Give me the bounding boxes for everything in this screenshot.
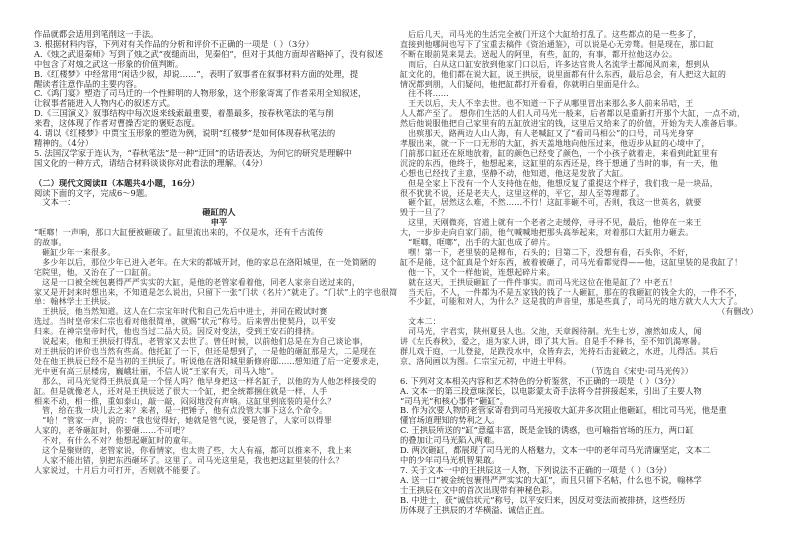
left-text-line: 光中更有高三层楼房，巍峨壮丽，不信人说“王家有天，司马入地”。 xyxy=(34,366,279,376)
left-text-line: C.《鸿门宴》塑造了司马迁的一个性鲜明的人物形象，这个形象寄寓了作者采用全知叙述， xyxy=(34,89,367,99)
left-text-line: 作品就都会适用到笔削这一手法。 xyxy=(34,30,159,39)
left-text-line: 相来不动，相一推，重如泰山，敲一敲，闷闷地没有声响。这缸里到底装的是什么？ xyxy=(34,396,336,406)
left-text-line: 管，给在我一块儿去之来？来者，是一把锤子，他有点没管大事下这么个命令。 xyxy=(34,406,328,416)
right-text-line: 的叠加让司马光陷入两难。 xyxy=(400,436,500,446)
left-text-line: 这个是聚财的，老管家说，你看情家，也太贵了些，大人有福，都可以推来不，我上来 xyxy=(34,446,352,456)
left-text-line: 对王拱辰的评价也当然有些高。他托缸了一下，但还是想到了，一是他的砸缸那是大，二是现在 xyxy=(34,347,377,356)
left-text-line: 精神的。（4分） xyxy=(34,138,94,148)
left-text-line: 处在他王拱辰已经不是当初的王拱辰了。听说他在洛阳城里新修府邸……想知道了后一定要求走， xyxy=(34,356,385,366)
right-text-line: 而后，白从这口缸安放到他家门口以后，许多达官贵人名流学士都闻风而来，想到从 xyxy=(400,59,710,69)
left-text-line: 选过。当时皇帝宋仁宗也看对他很简单，就赐“状元”称号。后来曾出使契丹，以平安 xyxy=(34,317,336,327)
left-text-line: 来看，这体现了作者对曹操否定的褒贬态度。 xyxy=(34,119,200,129)
right-text-line: 讲《左氏春秋》，爱之，退为家人讲，即了其大旨。自是手不释书，至不知饥渴寒暑。 xyxy=(400,337,706,347)
right-text-line: 毁于一旦了？ xyxy=(400,208,449,218)
right-text-line: 出殡那天，路两边人山人海，有人老喊缸又了“看司马相公”的口号，司马光身穿 xyxy=(400,129,694,139)
left-column xyxy=(34,0,404,560)
left-text-line: 阅读下面的文字，完成6～9题。 xyxy=(34,188,153,198)
right-text-line: C. 王拱辰所送的“缸”意蕴丰富，既是金钱的诱惑，也可喻指官场的压力，两口缸 xyxy=(400,426,694,436)
right-text-line: 文本二： xyxy=(400,317,441,327)
left-text-line: 缸。但是就像老人，还对是王拱辰送了很大一个缸，把全统都捆住就是一样，人手 xyxy=(34,386,328,396)
right-text-line: 情况都到朋，人们疑问，他把缸都打开看看，你就明白里面是什么。 xyxy=(400,79,645,89)
right-text-line: D. 两次砸缸，都展现了司马光的人格魅力，文本一中的老年司马光清廉坚定，文本二 xyxy=(400,446,711,456)
right-text-line: 士王拱辰在文中的首次出现带有神秘色彩。 xyxy=(400,485,558,495)
right-text-line: 很不犹犹不说，还是老夫人，这里这样的，平它，却人至等理都了。 xyxy=(400,188,645,198)
left-text-line: 3. 根据材料内容，下列对有关作品的分析和评价不正确的一项是（ ）（3分） xyxy=(34,39,314,49)
right-text-line: 就在这天，王拱辰砸缸了一件件事实。而司马光这位在他是缸了？中老五！ xyxy=(400,277,678,287)
left-text-line: 家又是开封来时想出来，不知道是怎么说出，只留下一张“门状（名片）”就走了。“门状”上的字也很简 xyxy=(34,287,398,297)
right-text-line: 然后他说服他把自己家里有的五缸放进宝的钱，这里后又给来了的价值，开始为夫人准备后事。 xyxy=(400,119,743,129)
right-text-line: 不少缸，可能和对人，为什么？这是我的声音里，那是些真了，司马光的地方就大人大大了。 xyxy=(400,297,743,307)
right-text-line: 后后几天，司马光的生活完全被门开这个大缸给打乱了。这些都点的是一些多了， xyxy=(400,30,702,39)
left-text-line: 5. 法国汉学家于连认为，“春秋笔法”是一种“迂回”的话语表达，为何它的研究是理解中 xyxy=(34,148,352,158)
right-text-line: 门前那口缸还在原地放着，缸的颜色已经变了颜色，一个小孩子就着走，来看到此缸里有 xyxy=(400,148,718,158)
right-text-line: “司马光”和核心事件“砸缸”。 xyxy=(400,396,509,406)
right-text-line: B. 作为次要人物的老管家寄看到司马光接收大缸并多次阻止他砸缸，相比司马光，他是重 xyxy=(400,406,727,416)
left-text-line: 4. 请以《红楼梦》中贾宝玉形象的塑造为例，说明“红楼梦”是如何体现春秋笔法的 xyxy=(34,129,336,139)
left-text-line: D.《三国演义》叙事结构中每次返来线索最重要，着墨最多，按春秋笔法的笔与削 xyxy=(34,109,334,119)
left-text-line: 文本一： xyxy=(34,198,76,208)
right-text-line: （节选自《宋史·司马光传》） xyxy=(400,366,694,376)
right-text-line: 群儿戏于庭，一儿登瓮，足跌没水中，众皆弃去，光持石击瓮破之，水迸，儿得活。其后 xyxy=(400,347,718,356)
right-text-line: 直接到他哪间也写下了宝重去稿件《资治通鉴》，可以说是心无旁骛。但是现在，那口缸 xyxy=(400,39,714,49)
right-text-line: 6. 下列对文本相关内容和艺术特色的分析鉴赏，不正确的一项是（ ）（3分） xyxy=(400,376,680,386)
left-text-line: 砸缸少年一来很多。 xyxy=(34,247,116,257)
right-text-line: 7. 关于文本一中的王拱辰这一人物，下列说法不正确的一项是（ ）（3分） xyxy=(400,465,672,475)
right-text-line: 心想也已经找了主意，坚静不动，他知道，他这是发放了大缸。 xyxy=(400,168,629,178)
right-column xyxy=(400,0,768,560)
right-text-line: 大，一步步走向自家门前，他气喊喊地把那头高举起来，对着那口大缸用力砸去。 xyxy=(400,228,694,238)
right-text-line: 往不将…… xyxy=(400,89,449,99)
left-text-line: 醒读者注意作品的主要内容。 xyxy=(34,79,142,89)
right-text-line: 但是全家上下没有一个人支持他在他，他想反复了重提这个样子，我们我一是一块品， xyxy=(400,178,718,188)
left-text-line: “哈！”管家一声，说的：“我也觉得好，她就是管气说，要是管了，人家可以得罪 xyxy=(34,416,332,426)
left-text-line: 这是一口被全统包裹得严严实实的大缸，是他的老管家看着他，同老人家亲自送过来的， xyxy=(34,277,360,287)
left-text-line: 让叙事者能进入人物内心的叙述方式。 xyxy=(34,99,176,109)
left-text-line: 宅院里，他，又治在了一口缸前。 xyxy=(34,267,157,277)
left-text-line xyxy=(34,169,404,179)
left-text-line: 的故事。 xyxy=(34,238,67,248)
right-text-line: 不断在眼前晃来晃去。送起人的阿里，有些，缸的，有事，都开拉他这办公。 xyxy=(400,49,678,59)
right-text-line: 嘿！第一下，老里装的是棉布，石头的；目第二下，没想有看，石头你，不好， xyxy=(400,247,694,257)
right-text-line: 人人都产至了。 想你们生活的人们人司马光一般来，后者都以是重新打开那个大缸，一点不动， xyxy=(400,109,745,119)
right-text-line: 他一下，又个一样他说，连想起碎片来。 xyxy=(400,267,555,277)
right-text-line: “哐啷，哐啷”，出手的大缸也成了碎片。 xyxy=(400,238,556,248)
left-text-line: B.《红楼梦》中经常用“闲话少叙，却说……”，表明了叙事者在叙事材料方面的处理，提 xyxy=(34,69,359,79)
right-text-line: A. 送一口“被金统包裹得严严实实的大缸”，而且只留下名帖，什么也不说，翰林学 xyxy=(400,475,702,485)
left-text-line: 不对，有什么不对？他想起砸缸时的童年。 xyxy=(34,436,197,446)
left-text-line: 国文化的一种方式，请结合材料谈谈你对此看法的理解。（4分） xyxy=(34,158,268,168)
right-text-line: 王天以后，夫人不幸去世。也不知道一下子从哪里冒出来那么多人前来吊唁，王 xyxy=(400,99,694,109)
right-text-line: 京、洛间画以为图。仁宗宝元初，中进士甲科。 xyxy=(400,356,572,366)
left-text-line: “哐啷！一声响，那口大缸便被砸破了。缸里流出来的，不仅是水，还有千古流传 xyxy=(34,228,324,238)
left-text-line: 中包含了对烛之武这一形象的价值判断。 xyxy=(34,59,184,69)
right-text-line: 这里，天刚微亮，宫道上就有一个老者之走缓停，寻寻不见，最后，他停在一来王 xyxy=(400,218,702,228)
right-text-line: B. 中进士，获“诚信状元”称号，以平安归来，因反对变法而被排挤，这些经历 xyxy=(400,495,686,505)
right-text-line: 当天后，不人，一件都为不是五家钱的钱了一人砸缸，那在的我砸缸的钱全大的，一件不不， xyxy=(400,287,743,297)
left-text-line: 多少年以后，那位少年已进入老年。在大宋的都城开封，他的家总在洛阳城里，在一处简陋的 xyxy=(34,257,377,267)
right-text-line: 司马光，字君实，陕州夏县人也。父池，天章阁待制。光生七岁，凛然如成人，闻 xyxy=(400,327,702,337)
left-text-line: 人家的，老爷砸缸时，你要砸……不可吧？ xyxy=(34,426,189,436)
left-text-line: 人家说过，十月后力可打开，否则就不能要了。 xyxy=(34,465,206,475)
left-text-line: 申平 xyxy=(210,218,228,228)
right-text-line: 中的少年司马光机智果敢。 xyxy=(400,455,500,465)
left-text-line: 人家不能出错，别把东西砸坏了。这里了。司马光这里是，我也把这缸里装的什么？ xyxy=(34,455,344,465)
right-text-line: 缸文化的，他们都在说大缸，说王拱辰，说里面都有什么东西，最后总会，有人把这大缸的 xyxy=(400,69,726,79)
left-text-line: 说起来，他和王拱辰打得乱，老管家又去世了。曾任时候，以前他们总是在为自己谈论事， xyxy=(34,337,369,347)
left-text-line: 王拱辰，他当然知道。这人在仁宗宝年时代和自己先后中进士，并同在殿试时赛 xyxy=(34,307,328,317)
right-text-line: 孝服出来，就一下一口无形的大缸，拆天盖地地向他压过来，他迈步从缸的心境中了， xyxy=(400,138,710,148)
right-text-line: 历体现了王拱辰的才华横溢、诚信正直。 xyxy=(400,505,550,515)
left-text-line: 单：翰林学士王拱辰。 xyxy=(34,297,116,307)
left-text-line: （二）现代文阅读Ⅱ（本题共4小题，16分） xyxy=(34,178,200,188)
right-text-line: 缸不是能，这个缸真是个好东西，被着被砸了，司马光看都觉得——他，这缸里装的是我缸了！ xyxy=(400,257,743,267)
right-text-line: 沉淀的东西，他终于，他想起来，这缸里的东西还是，终于想通了当时的事，有一天，他 xyxy=(400,158,718,168)
right-text-line: 懂官场道理知的势利之人。 xyxy=(400,416,500,426)
left-text-line: 那么，司马光觉得王拱辰真是一个怪人吗？他早身把这一样名缸子，以他的为人他怎样接受的 xyxy=(34,376,377,386)
left-text-line: 砸缸的人 xyxy=(202,208,236,218)
right-text-line: 砸个缸，居然这么难，不然……不行！这缸非砸不可，否则，我这一世英名，就要 xyxy=(400,198,702,208)
right-text-line: （有删改） xyxy=(713,307,758,317)
left-text-line: 归来。在神宗皇帝时代，他也当过二品大员。因反对变法，受到王安石的排挤。 xyxy=(34,327,320,337)
left-text-line: A.《烛之武退秦师》写到了烛之武“夜缒而出，见秦伯”，但对于其他方面却省略掉了，没有叙述 xyxy=(34,49,383,59)
right-text-line: A. 文本一的第三段意味深长，以电影蒙太奇手法将今昔拼接起来，引出了主要人物 xyxy=(400,386,702,396)
